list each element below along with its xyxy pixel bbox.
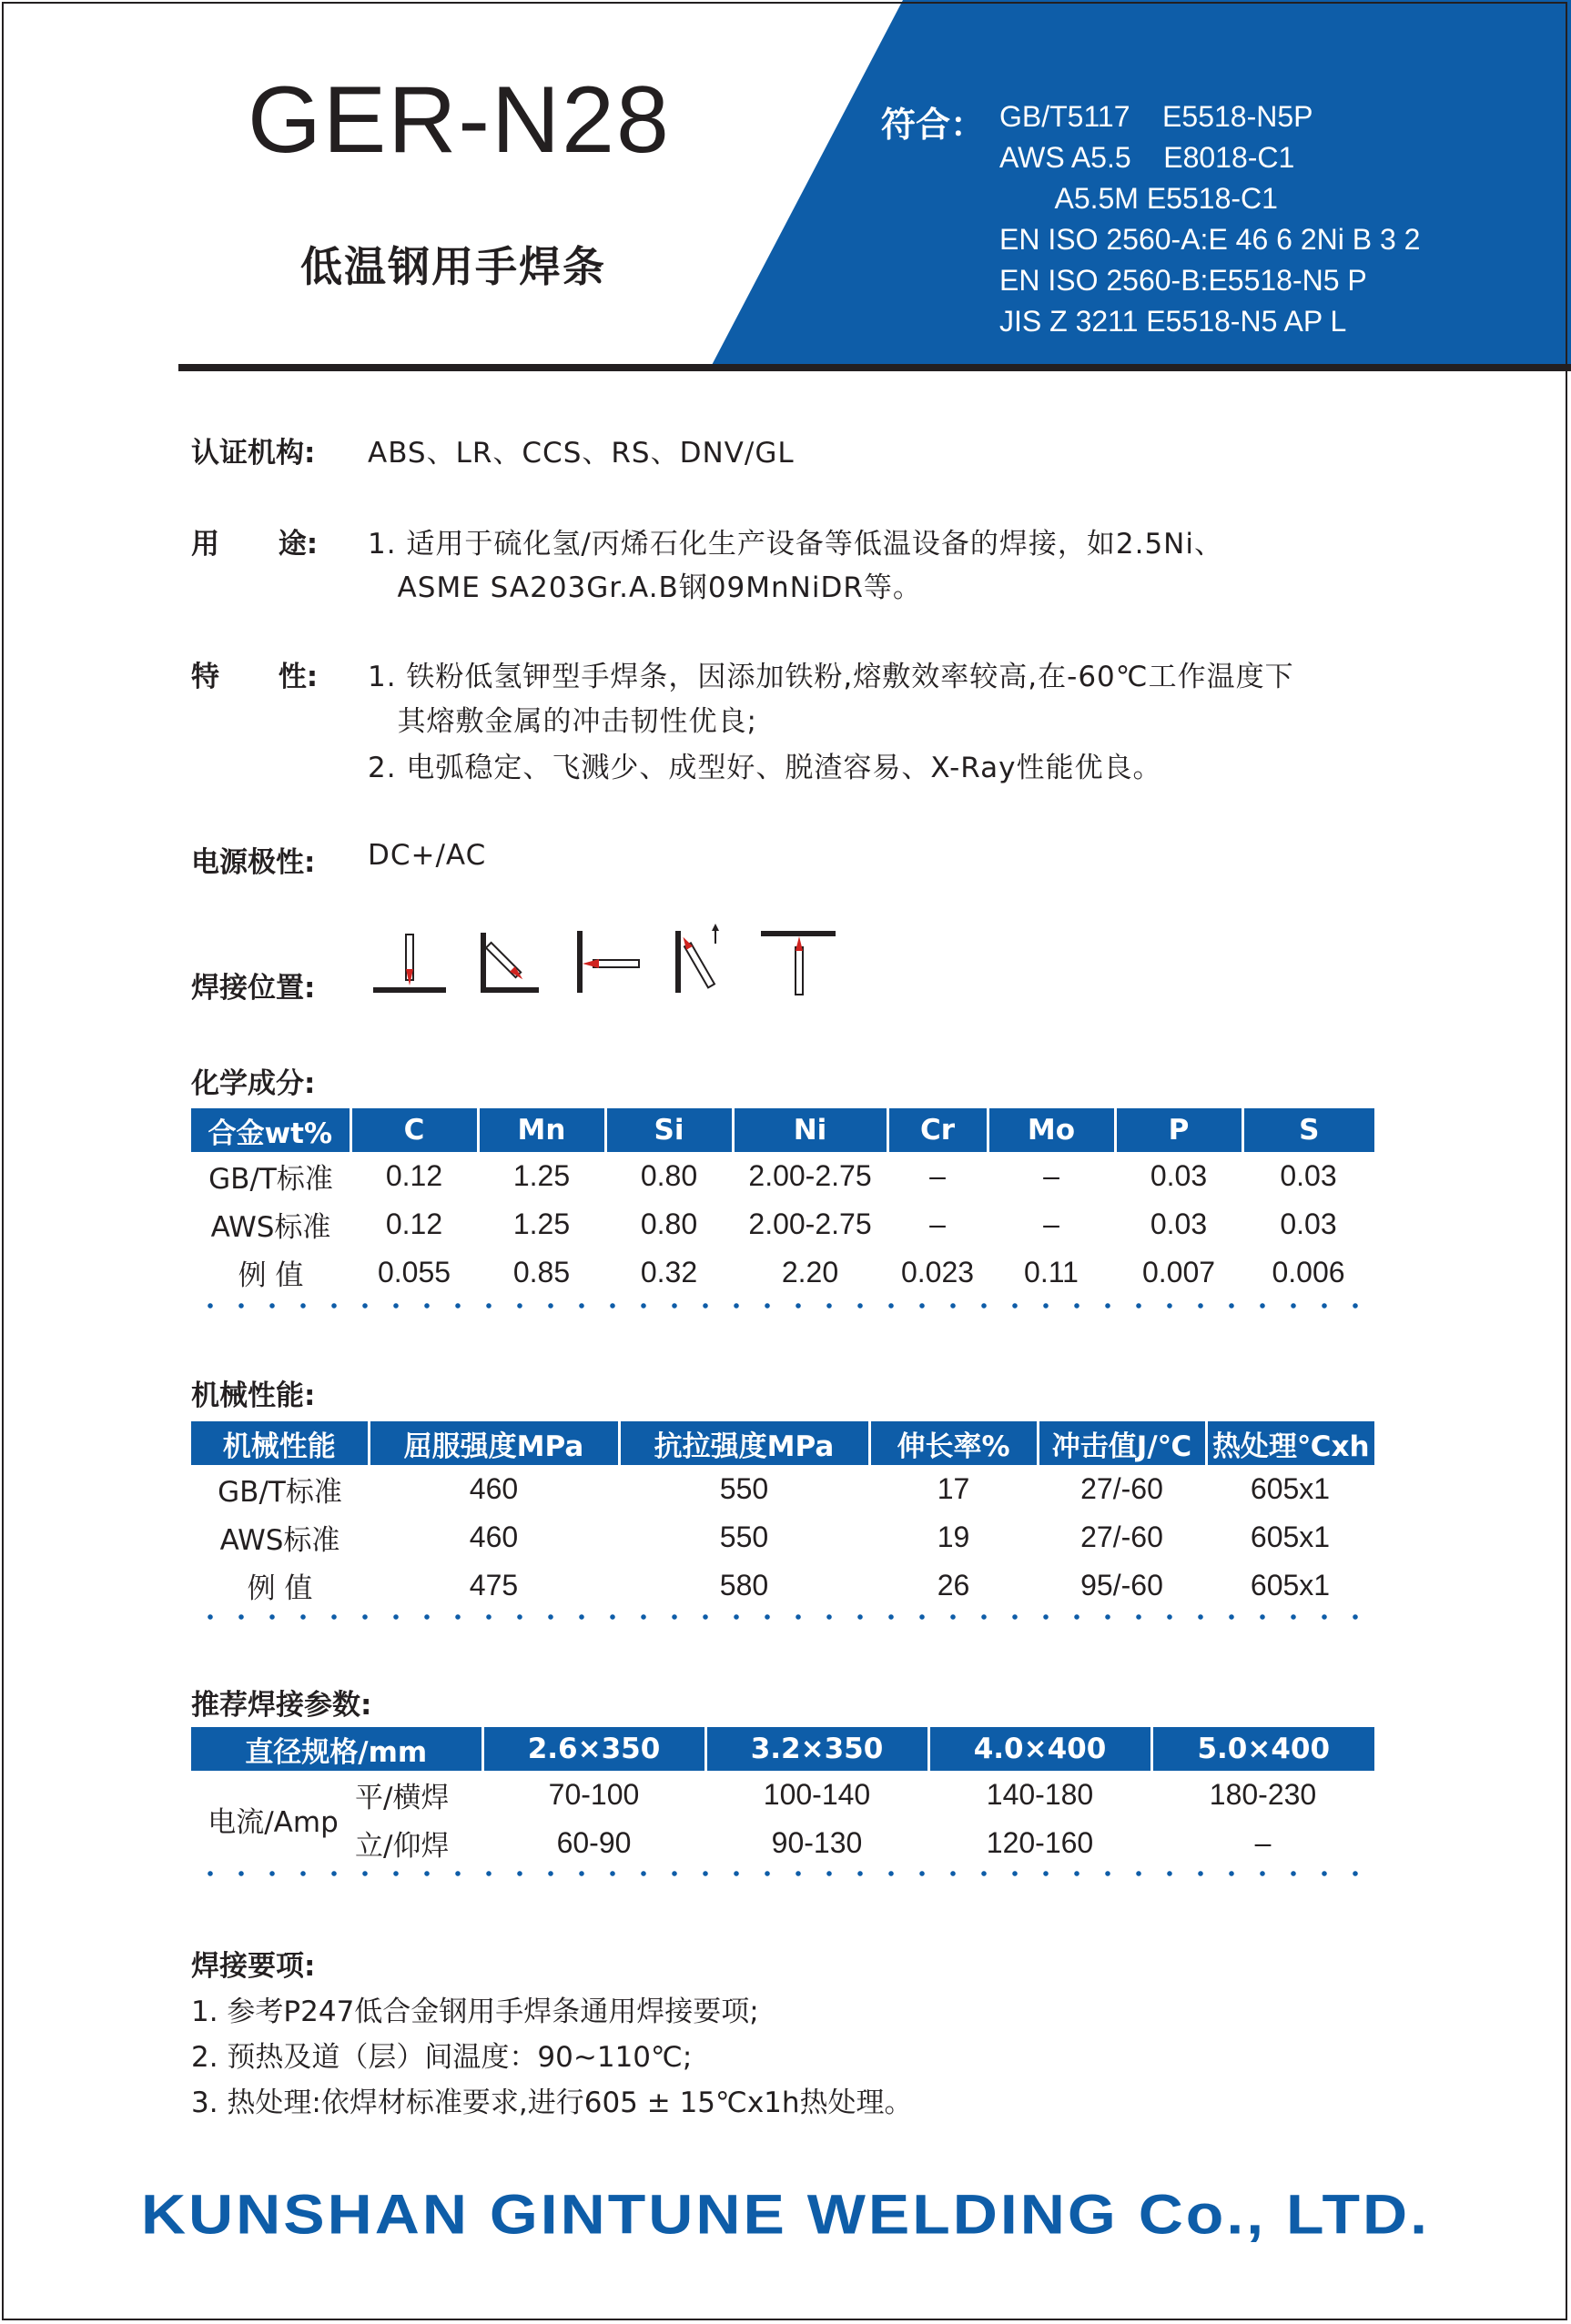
table-cell: 0.007	[1141, 1256, 1216, 1288]
table-cell: 120-160	[986, 1826, 1094, 1859]
table-cell: 580	[719, 1569, 769, 1602]
cert-value: ABS、LR、CCS、RS、DNV/GL	[368, 437, 795, 470]
column-header: 5.0×400	[1151, 1727, 1374, 1771]
dotted-divider	[195, 1614, 1378, 1620]
table-cell: 19	[937, 1521, 970, 1553]
note-line: 2. 预热及道（层）间温度：90~110℃;	[191, 2041, 693, 2074]
row-header: 例 值	[247, 1572, 313, 1605]
table-row	[191, 1771, 1374, 1819]
column-header: 3.2×350	[705, 1727, 928, 1771]
table-cell: 1.25	[512, 1159, 571, 1192]
table-cell: 605x1	[1250, 1521, 1331, 1553]
column-header: Mo	[988, 1108, 1115, 1152]
usage-line: 1. 适用于硫化氢/丙烯石化生产设备等低温设备的焊接，如2.5Ni、	[368, 528, 1223, 561]
table-cell: 0.03	[1150, 1159, 1208, 1192]
cert-label: 认证机构:	[191, 437, 316, 470]
table-row	[191, 1200, 1374, 1248]
standard-line: JIS Z 3211 E5518-N5 AP L	[999, 305, 1347, 338]
table-cell: 0.80	[640, 1207, 698, 1240]
column-header: S	[1242, 1108, 1374, 1152]
table-cell: 17	[937, 1472, 970, 1505]
standard-line: EN ISO 2560-A:E 46 6 2Ni B 3 2	[999, 223, 1421, 256]
column-header: C	[350, 1108, 478, 1152]
vertical-up-position-icon	[675, 924, 719, 993]
usage-line: ASME SA203Gr.A.B钢09MnNiDR等。	[368, 571, 922, 604]
standard-line: AWS A5.5 E8018-C1	[999, 141, 1295, 174]
table-cell: 1.25	[512, 1207, 571, 1240]
welding-positions	[371, 924, 845, 996]
table-cell: 0.006	[1272, 1256, 1345, 1288]
feature-line: 1. 铁粉低氢钾型手焊条，因添加铁粉,熔敷效率较高,在-60℃工作温度下	[368, 661, 1294, 693]
table-cell: 2.20	[781, 1256, 839, 1288]
table-header-row	[191, 1727, 1374, 1771]
current-label: 电流/Amp	[208, 1805, 339, 1839]
column-header: 热处理℃xh	[1206, 1421, 1374, 1465]
table-cell: –	[929, 1159, 946, 1192]
table-header-row	[191, 1421, 1374, 1465]
table-cell: 2.00-2.75	[748, 1207, 872, 1240]
dotted-divider	[195, 1871, 1378, 1876]
mechanical-title: 机械性能:	[191, 1379, 316, 1412]
header-divider	[178, 364, 1571, 371]
table-cell: 550	[719, 1521, 769, 1553]
row-header: 平/横焊	[355, 1782, 450, 1814]
table-cell: 100-140	[763, 1778, 871, 1811]
table-cell: 90-130	[771, 1826, 863, 1859]
table-cell: –	[1254, 1826, 1272, 1859]
table-cell: 460	[469, 1472, 519, 1505]
positions-label: 焊接位置:	[191, 972, 316, 1005]
column-header: 4.0×400	[928, 1727, 1151, 1771]
table-cell: 0.32	[640, 1256, 698, 1288]
flat-position-icon	[373, 935, 446, 993]
chemistry-table	[191, 1108, 1374, 1297]
table-row	[191, 1465, 1374, 1513]
table-cell: 0.055	[377, 1256, 451, 1288]
feature-line: 2. 电弧稳定、飞溅少、成型好、脱渣容易、X-Ray性能优良。	[368, 752, 1162, 784]
table-cell: 60-90	[556, 1826, 632, 1859]
standard-line: EN ISO 2560-B:E5518-N5 P	[999, 264, 1367, 297]
column-header: 抗拉强度MPa	[619, 1421, 869, 1465]
table-row	[191, 1819, 1374, 1867]
polarity-label: 电源极性:	[191, 846, 316, 879]
column-header: 合金wt%	[191, 1108, 350, 1152]
polarity-value: DC+/AC	[368, 839, 487, 872]
table-row	[191, 1513, 1374, 1561]
table-row	[191, 1152, 1374, 1200]
notes-title: 焊接要项:	[191, 1950, 316, 1983]
table-cell: 0.85	[512, 1256, 571, 1288]
table-cell: –	[929, 1207, 946, 1240]
feature-line: 其熔敷金属的冲击韧性优良;	[368, 705, 758, 738]
table-cell: 0.03	[1280, 1159, 1337, 1192]
table-cell: 27/-60	[1080, 1472, 1163, 1505]
table-cell: 140-180	[986, 1778, 1094, 1811]
column-header: P	[1115, 1108, 1242, 1152]
table-cell: 70-100	[548, 1778, 640, 1811]
table-cell: 26	[937, 1569, 970, 1602]
row-header: GB/T标准	[218, 1476, 342, 1509]
column-header: 机械性能	[191, 1421, 369, 1465]
table-cell: 0.12	[385, 1159, 443, 1192]
company-name: KUNSHAN GINTUNE WELDING Co., LTD.	[140, 2183, 1431, 2247]
column-header: Cr	[887, 1108, 988, 1152]
product-code: GER-N28	[248, 67, 671, 173]
table-header-row	[191, 1108, 1374, 1152]
column-header: Si	[605, 1108, 733, 1152]
column-header: 伸长率%	[869, 1421, 1038, 1465]
table-cell: 0.11	[1024, 1256, 1079, 1288]
table-row	[191, 1561, 1374, 1610]
table-cell: –	[1043, 1207, 1059, 1240]
row-header: GB/T标准	[208, 1163, 333, 1196]
table-cell: 0.03	[1280, 1207, 1337, 1240]
table-cell: 27/-60	[1080, 1521, 1163, 1553]
usage-label: 用 途:	[191, 528, 319, 561]
table-cell: –	[1043, 1159, 1059, 1192]
standard-line: A5.5M E5518-C1	[999, 182, 1278, 215]
features-label: 特 性:	[191, 661, 319, 693]
row-header: 立/仰焊	[355, 1830, 450, 1863]
standard-line: GB/T5117 E5518-N5P	[999, 100, 1313, 133]
horizontal-position-icon	[577, 931, 639, 993]
overhead-position-icon	[761, 931, 836, 995]
mechanical-table	[191, 1421, 1374, 1610]
table-cell: 0.80	[640, 1159, 698, 1192]
column-header: Ni	[733, 1108, 887, 1152]
table-cell: 2.00-2.75	[748, 1159, 872, 1192]
table-cell: 605x1	[1250, 1472, 1331, 1505]
params-title: 推荐焊接参数:	[191, 1689, 372, 1722]
column-header: 2.6×350	[482, 1727, 705, 1771]
table-cell: 0.023	[900, 1256, 975, 1288]
params-table	[191, 1727, 1374, 1867]
column-header: 屈服强度MPa	[369, 1421, 619, 1465]
note-line: 1. 参考P247低合金钢用手焊条通用焊接要项;	[191, 1996, 759, 2028]
row-header: 例 值	[238, 1259, 304, 1292]
table-cell: 180-230	[1209, 1778, 1317, 1811]
row-header: AWS标准	[210, 1211, 331, 1244]
product-subtitle: 低温钢用手焊条	[300, 242, 606, 291]
column-header: Mn	[478, 1108, 605, 1152]
table-cell: 0.03	[1150, 1207, 1208, 1240]
table-cell: 550	[719, 1472, 769, 1505]
row-header: AWS标准	[219, 1524, 340, 1557]
column-header: 冲击值J/℃	[1038, 1421, 1206, 1465]
column-header: 直径规格/mm	[191, 1727, 482, 1771]
dotted-divider	[195, 1303, 1378, 1309]
note-line: 3. 热处理:依焊材标准要求,进行605 ± 15℃x1h热处理。	[191, 2087, 913, 2119]
standards-label: 符合：	[881, 105, 986, 145]
table-cell: 95/-60	[1080, 1569, 1163, 1602]
table-cell: 605x1	[1250, 1569, 1331, 1602]
table-row	[191, 1248, 1374, 1297]
horizontal-fillet-icon	[481, 933, 539, 993]
table-cell: 0.12	[385, 1207, 443, 1240]
table-cell: 460	[469, 1521, 519, 1553]
table-cell: 475	[469, 1569, 519, 1602]
chemistry-title: 化学成分:	[191, 1067, 316, 1100]
